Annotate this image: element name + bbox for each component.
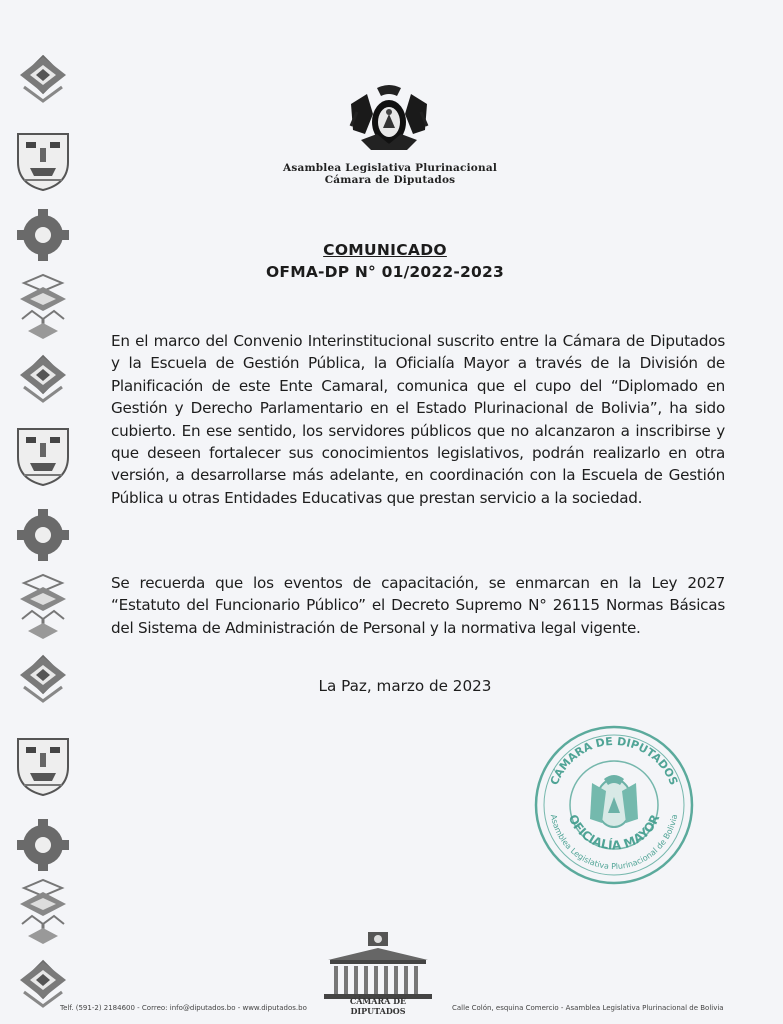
body-paragraph-2: Se recuerda que los eventos de capacitación, se enmarcan en la Ley 2027 “Estatuto del Funcionario Público” el Decreto Supremo N° 26115 Normas Básicas del Sistema de Administración de Personal y la normativa legal vigente. xyxy=(111,574,725,637)
document-reference-number: OFMA-DP N° 01/2022-2023 xyxy=(266,263,504,281)
footer-contact-text: Telf. (591-2) 2184600 - Correo: info@diputados.bo - www.diputados.bo xyxy=(60,1004,307,1012)
andean-pattern-graphic xyxy=(14,55,72,1015)
institution-line-1: Asamblea Legislativa Plurinacional xyxy=(282,162,498,174)
official-stamp xyxy=(532,723,696,887)
stamp-emblem-icon xyxy=(590,775,638,827)
body-paragraph-1: En el marco del Convenio Interinstitucional suscrito entre la Cámara de Diputados y la Escuela de Gestión Pública, la Oficialía Mayor a través de la División de Planificación de este Ente Camaral, comunica que el cupo del “Diplomado en Gestión y Derecho Parlamentario en el Estado Plurinacional de Bolivia”, ha sido cubierto. En ese sentido, los servidores públicos que no alcanzaron a inscribirse y que deseen fortalecer sus conocimientos legislativos, podrán realizarlo en otra versión, a desarrollarse más adelante, en coordinación con la Escuela de Gestión Pública u otras Entidades Educativas que prestan servicio a la sociedad. xyxy=(111,332,725,507)
stamp-middle-text: OFICIALÍA MAYOR xyxy=(565,812,663,853)
institution-line-2: Cámara de Diputados xyxy=(324,174,456,186)
andean-pattern-strip xyxy=(14,55,72,1015)
document-title: COMUNICADO xyxy=(323,241,447,259)
institution-name xyxy=(255,162,525,186)
legislative-building-icon xyxy=(318,925,438,1005)
document-date: La Paz, marzo de 2023 xyxy=(318,677,492,695)
stamp-bottom-text: Asamblea Legislativa Plurinacional de Bolivia xyxy=(548,813,680,872)
footer-address-text: Calle Colón, esquina Comercio - Asamblea Legislativa Plurinacional de Bolivia xyxy=(452,1004,724,1012)
footer-institution-label: CÁMARA DE DIPUTADOS xyxy=(349,996,407,1016)
stamp-top-text: CÁMARA DE DIPUTADOS xyxy=(547,734,681,787)
coat-of-arms-icon xyxy=(347,84,431,156)
